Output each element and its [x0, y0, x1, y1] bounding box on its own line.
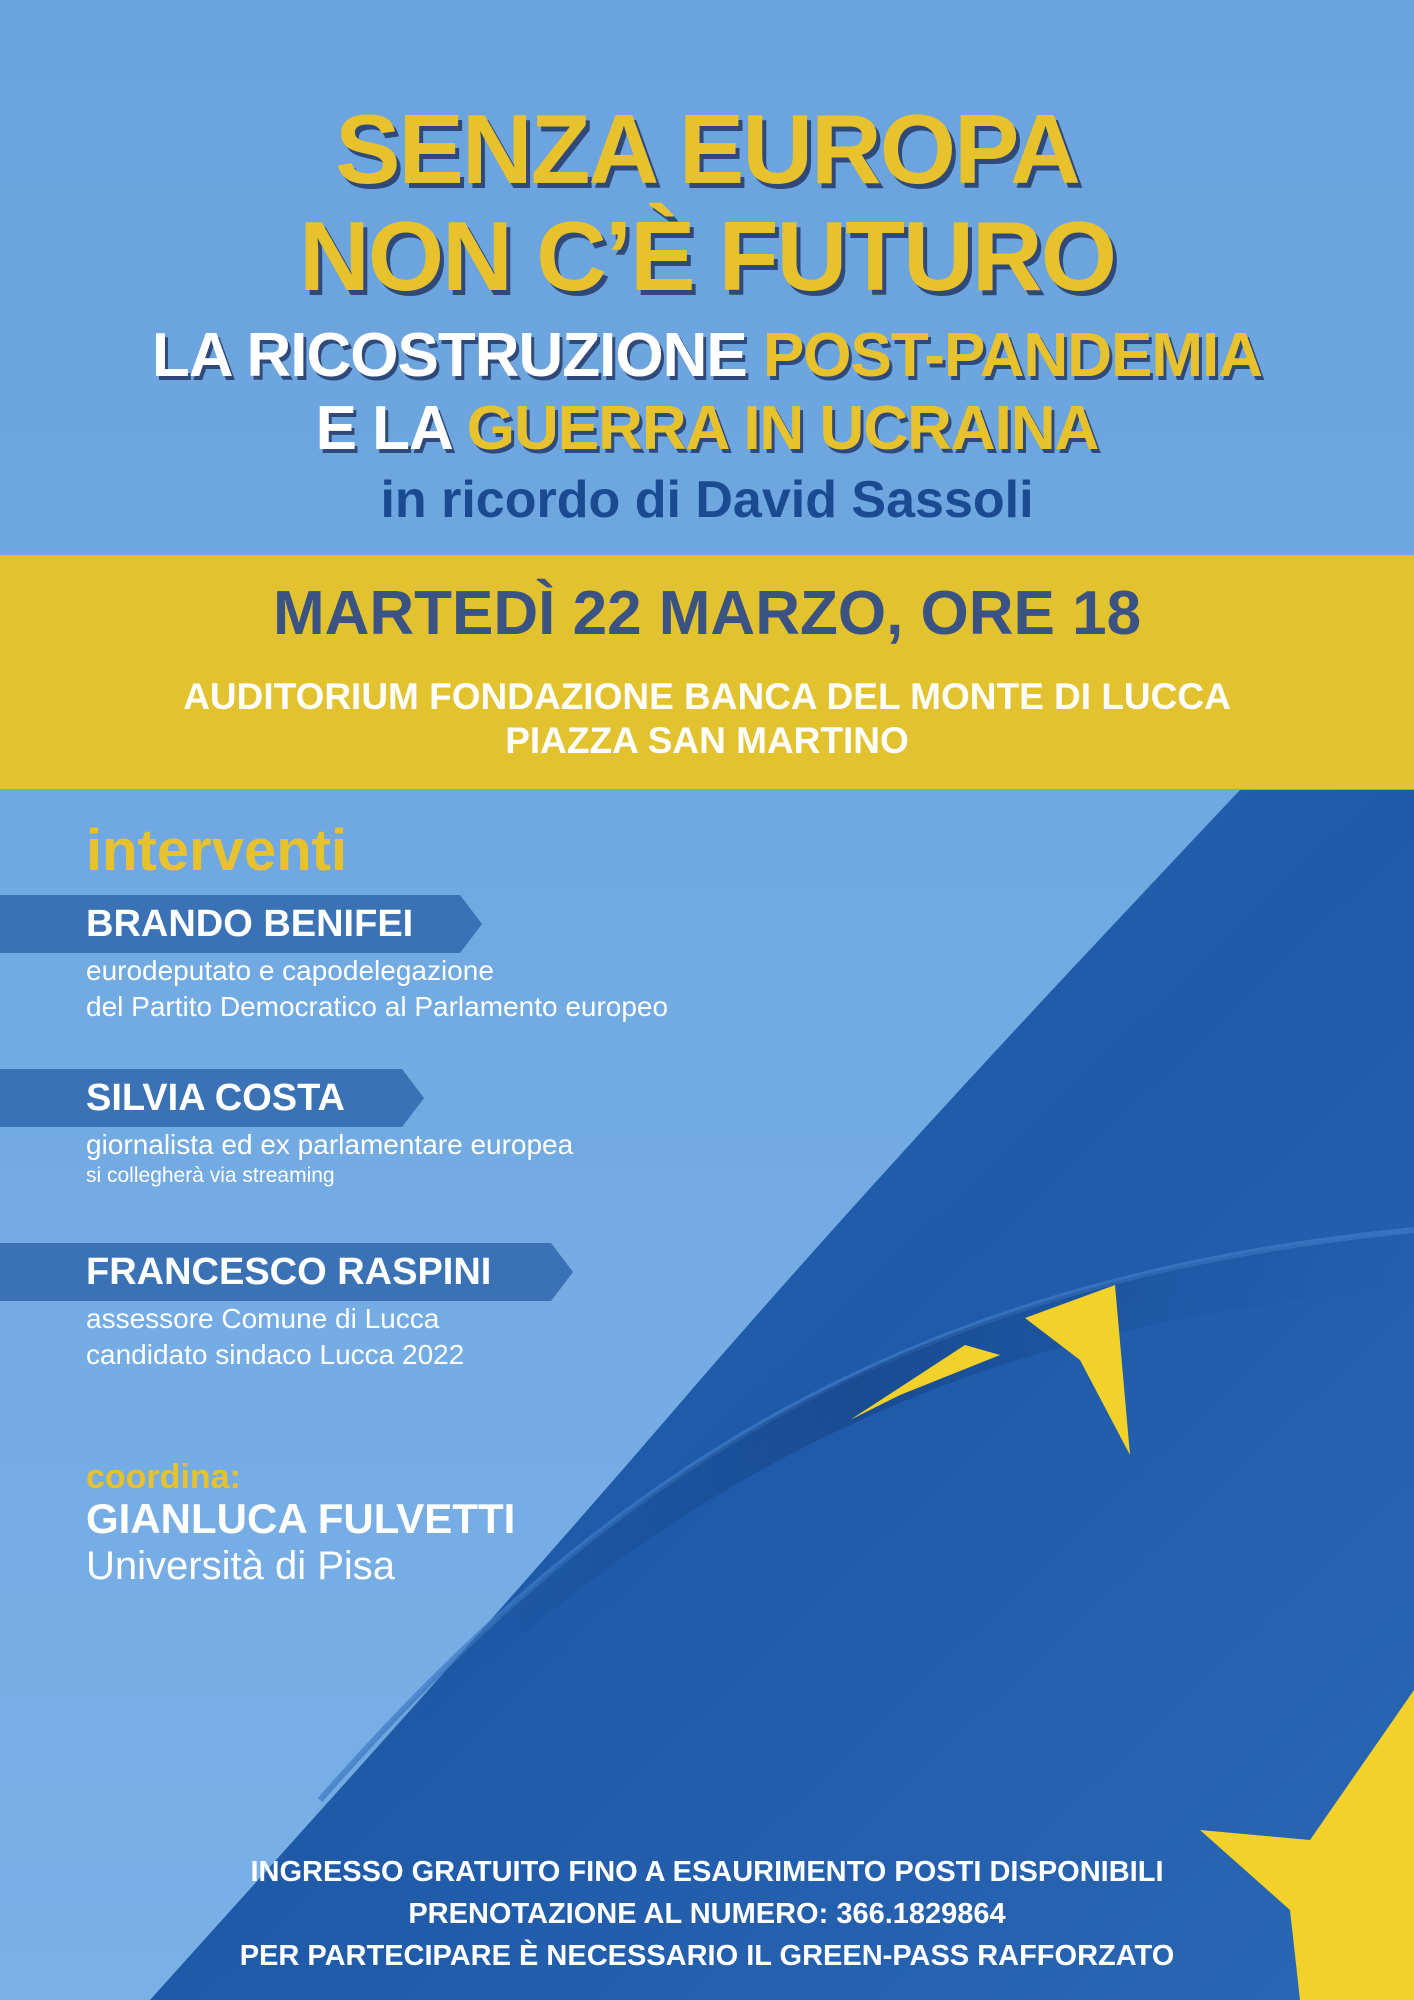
speaker-role: candidato sindaco Lucca 2022	[86, 1339, 465, 1370]
speaker-name: SILVIA COSTA	[86, 1077, 345, 1119]
event-venue-address: PIAZZA SAN MARTINO	[505, 720, 909, 761]
speaker-role: giornalista ed ex parlamentare europea	[86, 1129, 574, 1160]
memorial-line: in ricordo di David Sassoli	[380, 471, 1034, 529]
footer-green-pass: PER PARTECIPARE È NECESSARIO IL GREEN-PASS RAFFORZATO	[239, 1940, 1175, 1972]
subtitle-line-1	[0, 321, 1414, 390]
subtitle-line-2	[0, 394, 1414, 463]
subtitle-white-part: LA RICOSTRUZIONE	[151, 321, 763, 390]
headline-line-2: NON C’È FUTURO	[299, 201, 1115, 311]
subtitle-yellow-part: GUERRA IN UCRAINA	[466, 394, 1099, 463]
speaker-role: assessore Comune di Lucca	[86, 1303, 440, 1334]
subtitle-white-part: E LA	[315, 394, 467, 463]
footer-entry-info: INGRESSO GRATUITO FINO A ESAURIMENTO POSTI DISPONIBILI	[250, 1856, 1164, 1888]
speakers-heading: interventi	[86, 818, 348, 883]
subtitle-yellow-part: POST-PANDEMIA	[762, 321, 1263, 390]
moderator-affiliation: Università di Pisa	[86, 1544, 396, 1588]
event-date: MARTEDÌ 22 MARZO, ORE 18	[272, 579, 1142, 648]
footer-booking-phone: PRENOTAZIONE AL NUMERO: 366.1829864	[408, 1898, 1006, 1930]
event-venue: AUDITORIUM FONDAZIONE BANCA DEL MONTE DI LUCCA	[183, 676, 1231, 717]
headline-line-1: SENZA EUROPA	[335, 94, 1079, 204]
speaker-role: del Partito Democratico al Parlamento europeo	[86, 991, 669, 1022]
speaker-name: FRANCESCO RASPINI	[86, 1251, 492, 1293]
moderator-label: coordina:	[86, 1458, 241, 1496]
speaker-name: BRANDO BENIFEI	[86, 903, 414, 945]
speaker-role: eurodeputato e capodelegazione	[86, 955, 494, 986]
moderator-name: GIANLUCA FULVETTI	[86, 1495, 516, 1542]
speaker-note: si collegherà via streaming	[86, 1164, 335, 1187]
